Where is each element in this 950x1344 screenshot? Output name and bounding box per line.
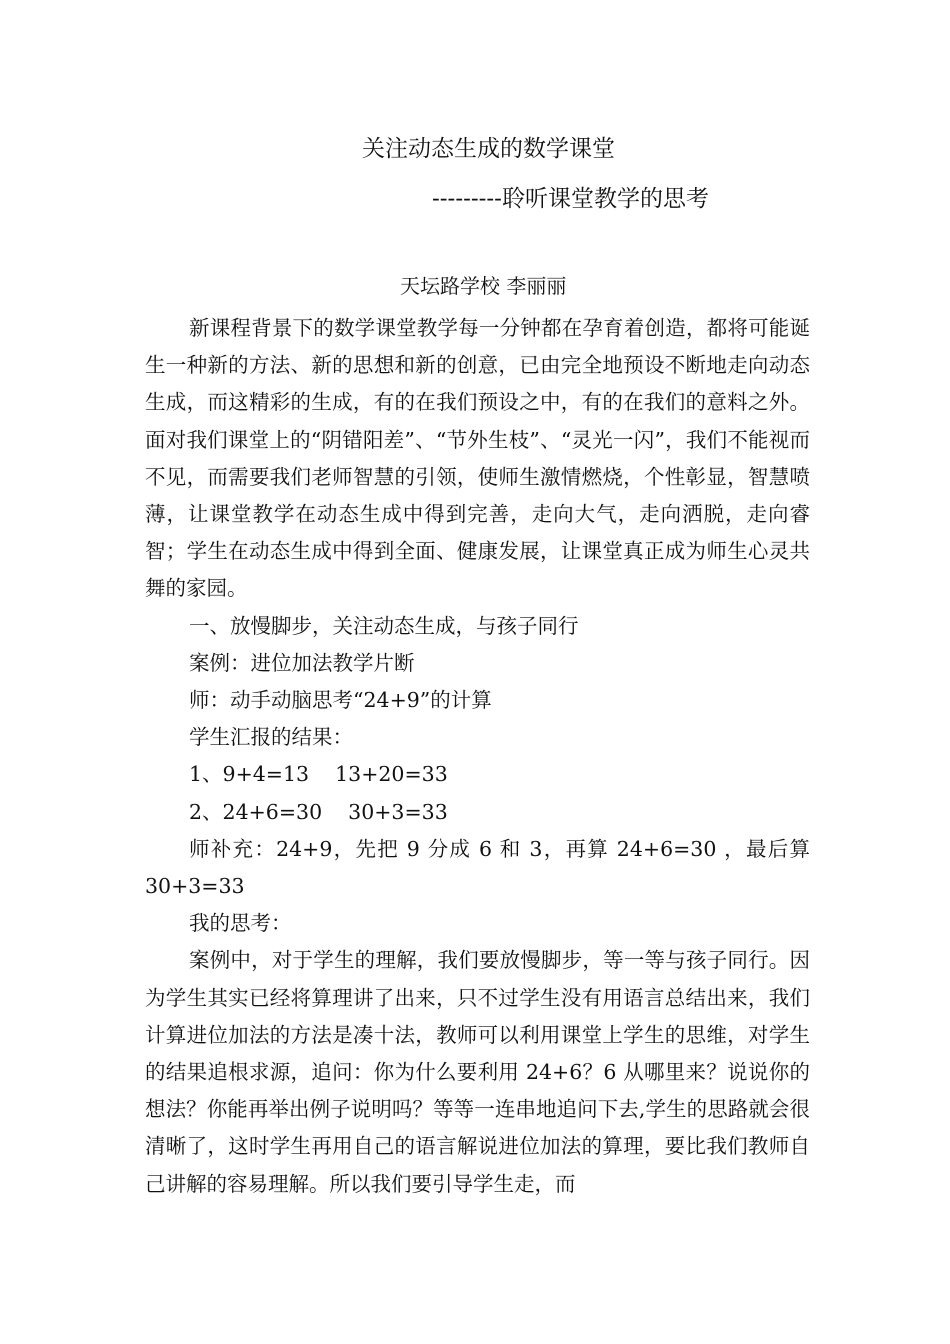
document-subtitle: ---------聆听课堂教学的思考: [432, 186, 709, 212]
student-result-1: 1、9+4=13 13+20=33: [189, 762, 448, 787]
paragraph-intro: 新课程背景下的数学课堂教学每一分钟都在孕育着创造，都将可能诞生一种新的方法、新的思想和新的创意，已由完全地预设不断地走向动态生成，而这精彩的生成，有的在我们预设之中，有的在我们的意料之外。面对我们课堂上的“阴错阳差”、“节外生枝”、“灵光一闪”，我们不能视而不见，而需要我们老师智慧的引领，使师生激情燃烧，个性彰显，智慧喷薄，让课堂教学在动态生成中得到完善，走向大气，走向洒脱，走向睿智；学生在动态生成中得到全面、健康发展，让课堂真正成为师生心灵共舞的家园。: [145, 316, 810, 601]
document-title: 关注动态生成的数学课堂: [362, 136, 615, 162]
document-body: [145, 310, 810, 1203]
author-line: 天坛路学校 李丽丽: [400, 274, 567, 298]
my-thinking-label: 我的思考：: [189, 911, 292, 936]
teacher-prompt: 师：动手动脑思考“24+9”的计算: [189, 688, 492, 713]
student-report-label: 学生汇报的结果：: [189, 725, 353, 750]
teacher-supplement: 师补充：24+9，先把 9 分成 6 和 3，再算 24+6=30 ，最后算 30+3=33: [145, 836, 810, 899]
case-title: 案例：进位加法教学片断: [189, 650, 415, 675]
section-heading: 一、放慢脚步，关注动态生成，与孩子同行: [189, 613, 579, 638]
paragraph-reflection: 案例中，对于学生的理解，我们要放慢脚步，等一等与孩子同行。因为学生其实已经将算理讲了出来，只不过学生没有用语言总结出来，我们计算进位加法的方法是凑十法，教师可以利用课堂上学生的思维，对学生的结果追根求源，追问：你为什么要利用 24+6？6 从哪里来？说说你的想法？你能再举出例子说明吗？等等一连串地追问下去,学生的思路就会很清晰了，这时学生再用自己的语言解说进位加法的算理，要比我们教师自己讲解的容易理解。所以我们要引导学生走，而: [145, 948, 810, 1196]
student-result-2: 2、24+6=30 30+3=33: [189, 799, 448, 824]
